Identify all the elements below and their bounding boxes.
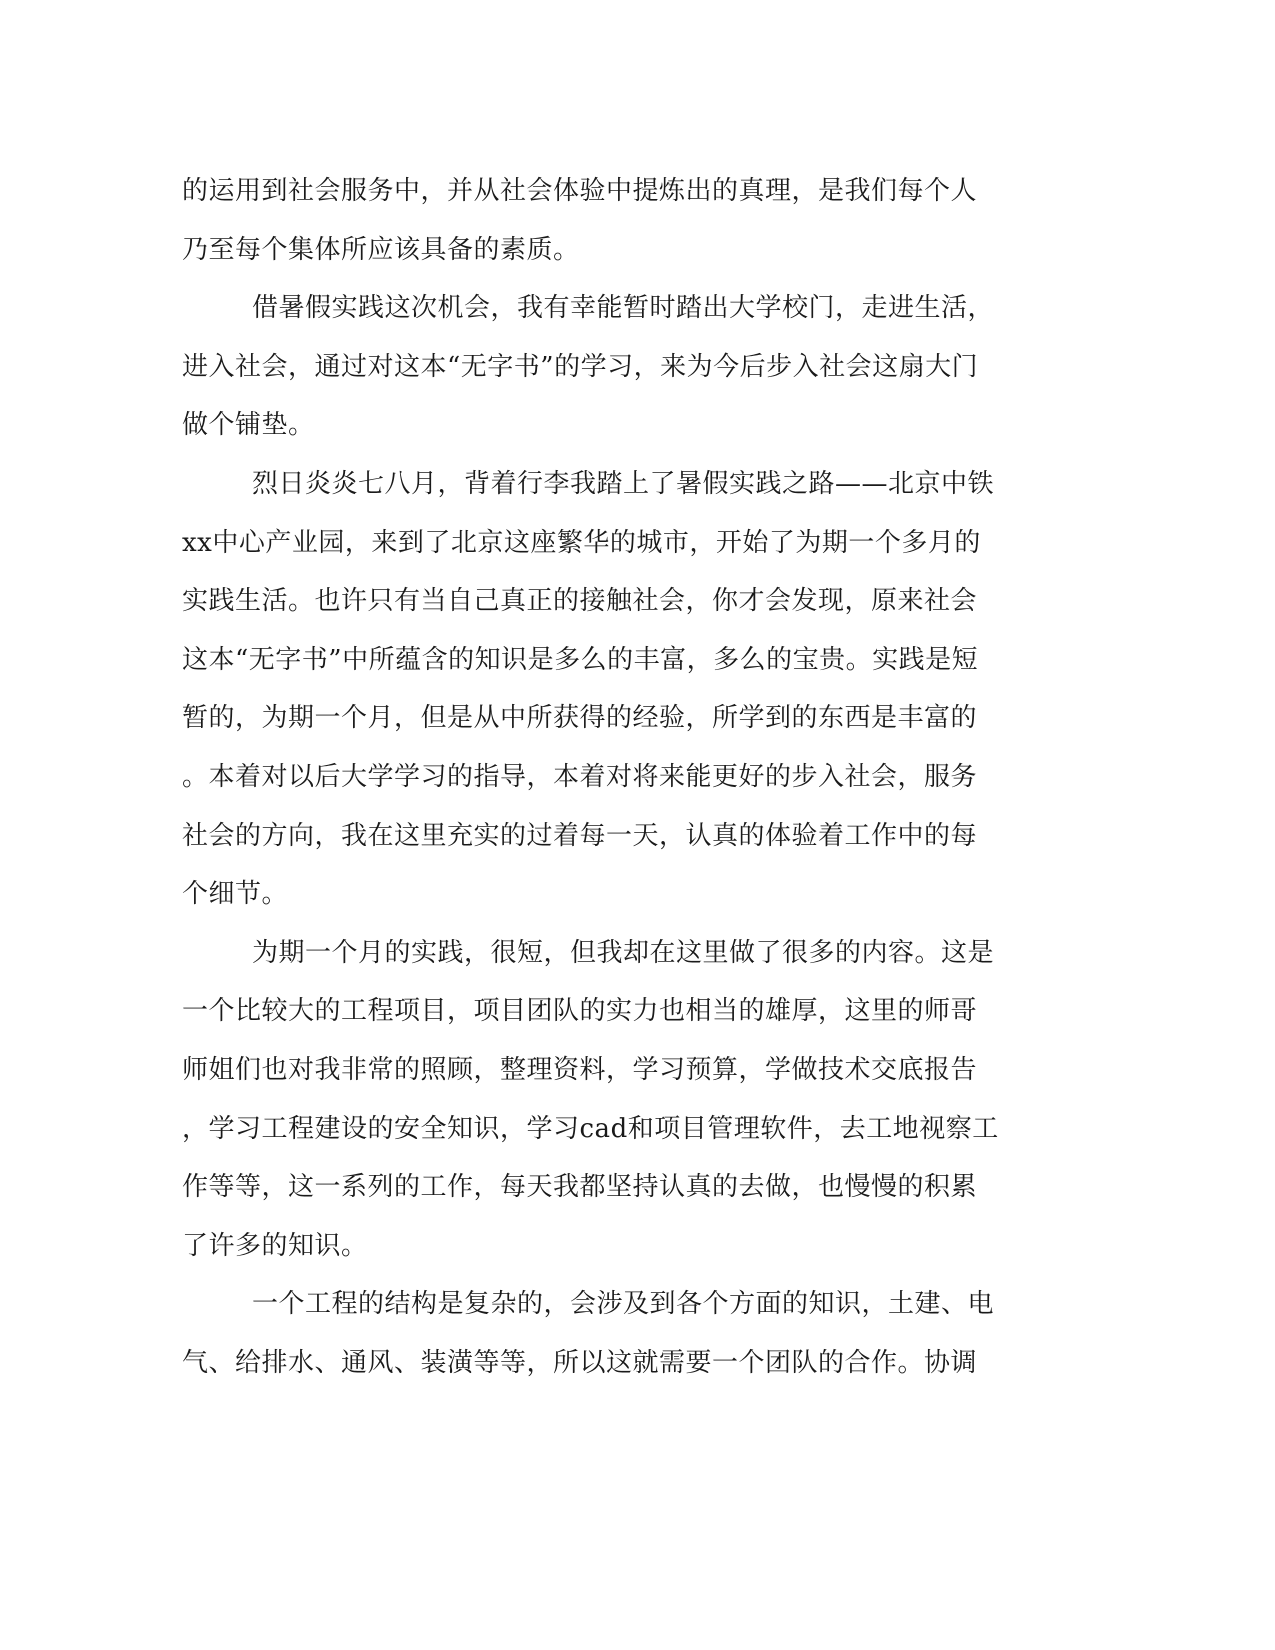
body-text <box>182 162 1042 1392</box>
text-line: 社会的方向，我在这里充实的过着每一天，认真的体验着工作中的每 <box>182 820 978 851</box>
text-line: 乃至每个集体所应该具备的素质。 <box>182 234 580 265</box>
text-line: 的运用到社会服务中，并从社会体验中提炼出的真理，是我们每个人 <box>182 176 978 206</box>
text-line: 一个比较大的工程项目，项目团队的实力也相当的雄厚，这里的师哥 <box>182 996 978 1027</box>
text-line: 暂的，为期一个月，但是从中所获得的经验，所学到的东西是丰富的 <box>182 703 978 734</box>
paragraph-first-line: 借暑假实践这次机会，我有幸能暂时踏出大学校门，走进生活， <box>252 293 995 324</box>
text-line: 进入社会，通过对这本“无字书”的学习，来为今后步入社会这扇大门 <box>182 351 979 382</box>
text-line: 实践生活。也许只有当自己真正的接触社会，你才会发现，原来社会 <box>182 586 978 617</box>
paragraph-first-line: 一个工程的结构是复杂的，会涉及到各个方面的知识，土建、电 <box>252 1289 995 1320</box>
text-line: xx中心产业园，来到了北京这座繁华的城市，开始了为期一个多月的 <box>182 527 981 558</box>
text-line: 作等等，这一系列的工作，每天我都坚持认真的去做，也慢慢的积累 <box>182 1172 978 1203</box>
paragraph-first-line: 烈日炎炎七八月，背着行李我踏上了暑假实践之路——北京中铁 <box>252 468 995 499</box>
paragraph-first-line: 为期一个月的实践，很短，但我却在这里做了很多的内容。这是 <box>252 937 995 968</box>
text-line: 。本着对以后大学学习的指导，本着对将来能更好的步入社会，服务 <box>182 761 978 792</box>
text-line: ，学习工程建设的安全知识，学习cad和项目管理软件，去工地视察工 <box>182 1113 999 1144</box>
text-line: 个细节。 <box>182 879 289 910</box>
text-line: 气、给排水、通风、装潢等等，所以这就需要一个团队的合作。协调 <box>182 1347 978 1378</box>
text-line: 这本“无字书”中所蕴含的知识是多么的丰富，多么的宝贵。实践是短 <box>182 644 979 675</box>
text-line: 做个铺垫。 <box>182 410 315 441</box>
text-line: 师姐们也对我非常的照顾，整理资料，学习预算，学做技术交底报告 <box>182 1054 978 1085</box>
text-line: 了许多的知识。 <box>182 1230 368 1261</box>
